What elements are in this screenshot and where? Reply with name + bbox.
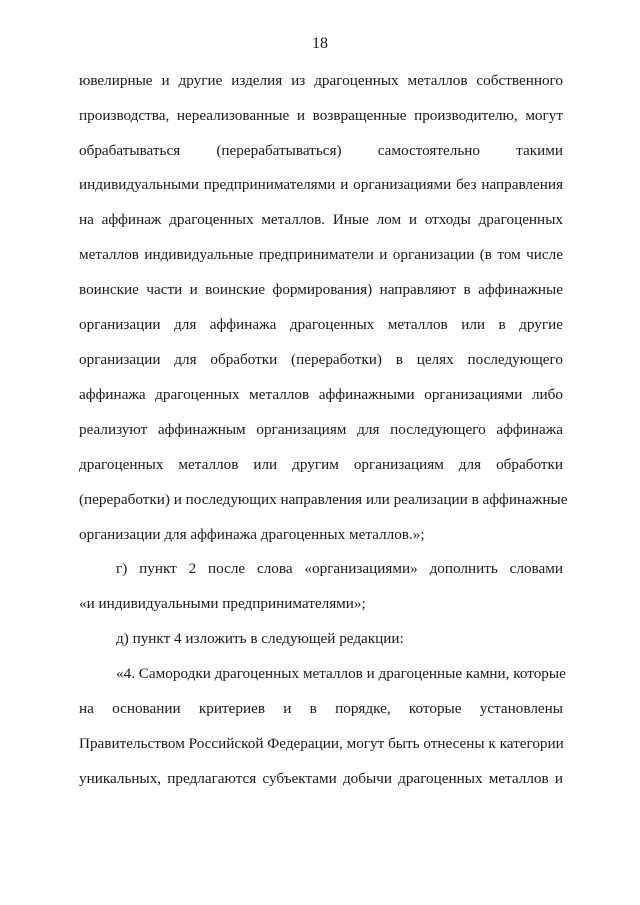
text-line: реализуют аффинажным организациям для последующего аффинажа [79, 421, 563, 438]
text-line: организации для аффинажа драгоценных металлов или в другие [79, 316, 563, 333]
text-line: (переработки) и последующих направления или реализации в аффинажные [79, 491, 568, 508]
text-line: производства, нереализованные и возвращенные производителю, могут [79, 107, 563, 124]
text-line: драгоценных металлов или другим организациям для обработки [79, 456, 563, 473]
text-line: организации для обработки (переработки) в целях последующего [79, 351, 563, 368]
text-line: «и индивидуальными предпринимателями»; [79, 595, 366, 612]
text-line: на аффинаж драгоценных металлов. Иные лом и отходы драгоценных [79, 211, 563, 228]
page-number: 18 [312, 35, 328, 52]
text-line: организации для аффинажа драгоценных металлов.»; [79, 526, 425, 543]
text-line: воинские части и воинские формирования) направляют в аффинажные [79, 281, 563, 298]
paragraph-first-line: г) пункт 2 после слова «организациями» дополнить словами [116, 560, 563, 577]
paragraph-first-line: д) пункт 4 изложить в следующей редакции: [116, 630, 404, 647]
text-line: ювелирные и другие изделия из драгоценных металлов собственного [79, 72, 563, 89]
paragraph-first-line: «4. Самородки драгоценных металлов и драгоценные камни, которые [116, 665, 566, 682]
text-line: на основании критериев и в порядке, которые установлены [79, 700, 563, 717]
text-line: индивидуальными предпринимателями и организациями без направления [79, 176, 563, 193]
text-line: аффинажа драгоценных металлов аффинажными организациями либо [79, 386, 563, 403]
text-line: обрабатываться (перерабатываться) самостоятельно такими [79, 142, 563, 159]
text-line: Правительством Российской Федерации, могут быть отнесены к категории [79, 735, 564, 752]
text-line: уникальных, предлагаются субъектами добычи драгоценных металлов и [79, 770, 563, 787]
text-line: металлов индивидуальные предприниматели и организации (в том числе [79, 246, 563, 263]
